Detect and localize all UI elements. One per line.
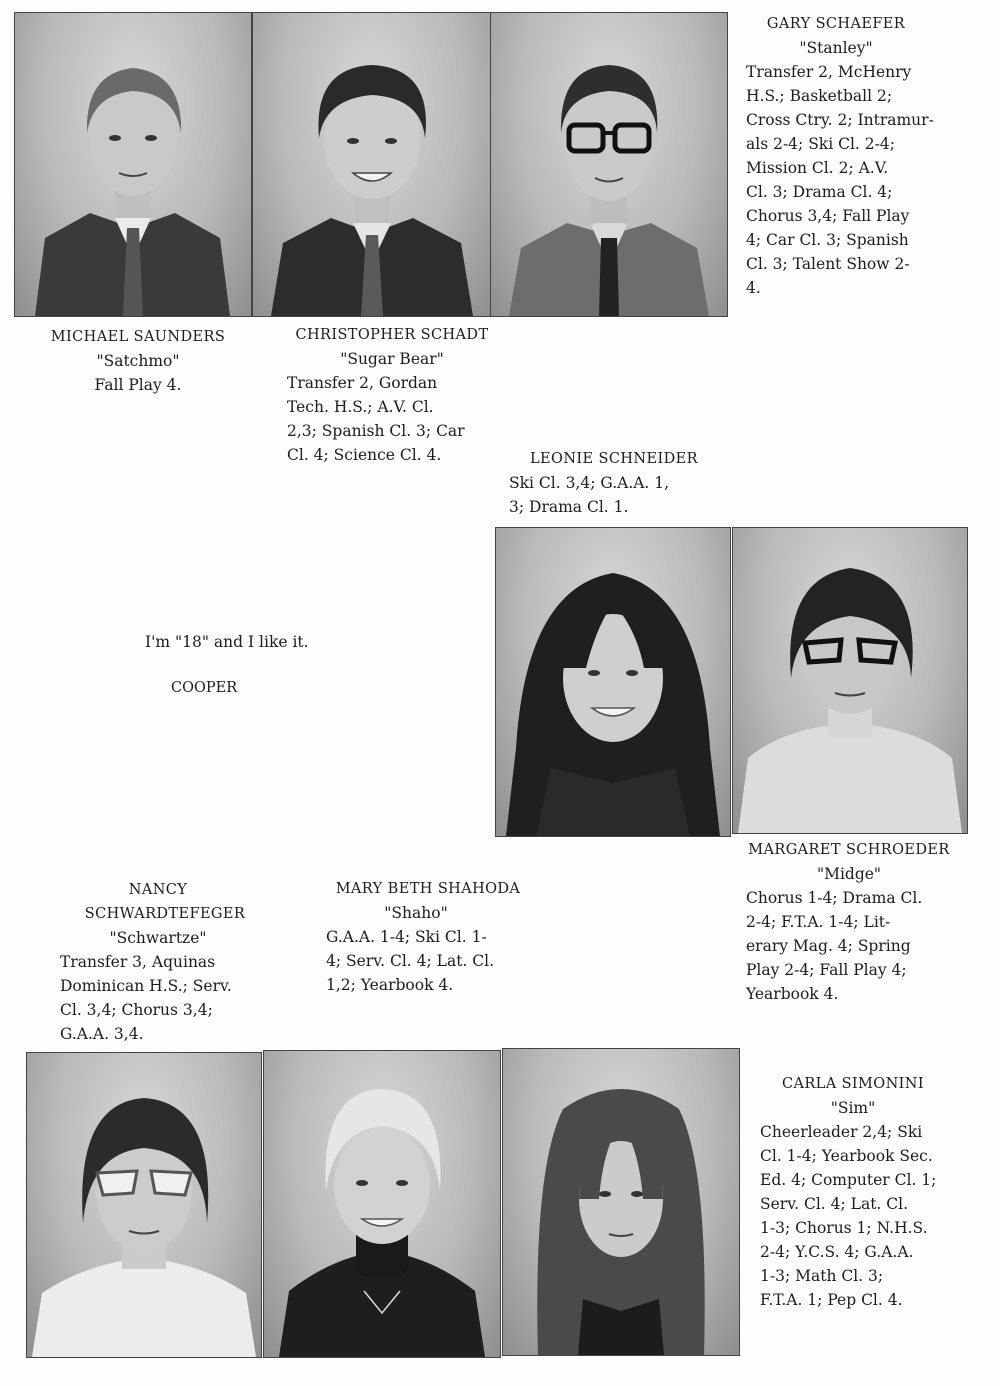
senior-quote	[145, 630, 385, 700]
activity-line: Ski Cl. 3,4; G.A.A. 1,	[509, 474, 670, 492]
activity-line: Transfer 2, McHenry	[746, 63, 912, 81]
christopher-schadt-info	[287, 323, 497, 467]
activity-line: Yearbook 4.	[746, 985, 839, 1003]
activity-line: Chorus 3,4; Fall Play	[746, 207, 910, 225]
student-name-line2: SCHWARDTEFEGER	[84, 906, 246, 922]
student-name: MARY BETH SHAHODA	[335, 881, 521, 897]
student-name: CHRISTOPHER SCHADT	[295, 327, 489, 343]
activity-line: 4; Car Cl. 3; Spanish	[746, 231, 909, 249]
nancy-schwardtefeger-info	[60, 878, 260, 1046]
activity-line: Cl. 3,4; Chorus 3,4;	[60, 1001, 213, 1019]
portrait-gary-schaefer-figure	[491, 13, 727, 316]
student-name-line1: NANCY	[128, 882, 188, 898]
activity-line: 2,3; Spanish Cl. 3; Car	[287, 422, 465, 440]
activity-line: Serv. Cl. 4; Lat. Cl.	[760, 1195, 909, 1213]
portrait-michael-saunders	[14, 12, 252, 317]
portrait-leonie-schneider-figure	[496, 528, 730, 836]
activity-line: Transfer 2, Gordan	[287, 374, 438, 392]
portrait-gary-schaefer	[490, 12, 728, 317]
activity-line: Fall Play 4.	[94, 376, 182, 394]
portrait-carla-simonini	[502, 1048, 740, 1356]
activity-line: Play 2-4; Fall Play 4;	[746, 961, 907, 979]
portrait-mary-beth-shahoda-figure	[264, 1051, 500, 1357]
quote-author: COOPER	[171, 680, 238, 696]
activity-list	[746, 60, 996, 300]
activity-line: Cl. 1-4; Yearbook Sec.	[760, 1147, 933, 1165]
leonie-schneider-info	[509, 447, 729, 519]
margaret-schroeder-info	[746, 838, 996, 1006]
activity-line: 2-4; F.T.A. 1-4; Lit-	[746, 913, 891, 931]
student-nickname: "Midge"	[816, 865, 882, 883]
portrait-christopher-schadt	[252, 12, 492, 317]
activity-line: G.A.A. 3,4.	[60, 1025, 144, 1043]
portrait-margaret-schroeder	[732, 527, 968, 834]
gary-schaefer-info	[746, 12, 996, 300]
student-name: MICHAEL SAUNDERS	[50, 329, 226, 345]
activity-line: 4; Serv. Cl. 4; Lat. Cl.	[326, 952, 495, 970]
portrait-nancy-schwardtefeger-figure	[27, 1053, 261, 1357]
student-nickname: "Schwartze"	[109, 929, 207, 947]
student-nickname: "Satchmo"	[96, 352, 180, 370]
portrait-nancy-schwardtefeger	[26, 1052, 262, 1358]
activity-line: Dominican H.S.; Serv.	[60, 977, 232, 995]
quote-text: I'm "18" and I like it.	[145, 633, 309, 651]
student-nickname: "Sim"	[830, 1099, 876, 1117]
activity-line: Cl. 3; Talent Show 2-	[746, 255, 910, 273]
student-nickname: "Shaho"	[384, 904, 448, 922]
activity-line: Cross Ctry. 2; Intramur-	[746, 111, 934, 129]
activity-line: Transfer 3, Aquinas	[60, 953, 216, 971]
portrait-carla-simonini-figure	[503, 1049, 739, 1355]
student-name: CARLA SIMONINI	[781, 1076, 925, 1092]
activity-line: Cheerleader 2,4; Ski	[760, 1123, 923, 1141]
activity-line: 2-4; Y.C.S. 4; G.A.A.	[760, 1243, 914, 1261]
portrait-mary-beth-shahoda	[263, 1050, 501, 1358]
portrait-michael-saunders-figure	[15, 13, 251, 316]
activity-line: als 2-4; Ski Cl. 2-4;	[746, 135, 895, 153]
activity-line: Tech. H.S.; A.V. Cl.	[287, 398, 434, 416]
activity-line: Cl. 3; Drama Cl. 4;	[746, 183, 893, 201]
activity-line: 1-3; Chorus 1; N.H.S.	[760, 1219, 928, 1237]
student-nickname: "Stanley"	[799, 39, 873, 57]
student-name: GARY SCHAEFER	[766, 16, 906, 32]
activity-line: 1-3; Math Cl. 3;	[760, 1267, 884, 1285]
michael-saunders-info	[30, 325, 246, 397]
activity-line: 1,2; Yearbook 4.	[326, 976, 454, 994]
activity-line: Ed. 4; Computer Cl. 1;	[760, 1171, 937, 1189]
portrait-margaret-schroeder-figure	[733, 528, 967, 833]
activity-line: Mission Cl. 2; A.V.	[746, 159, 889, 177]
activity-line: H.S.; Basketball 2;	[746, 87, 893, 105]
activity-line: erary Mag. 4; Spring	[746, 937, 911, 955]
activity-line: 4.	[746, 279, 761, 297]
carla-simonini-info	[760, 1072, 996, 1312]
portrait-leonie-schneider	[495, 527, 731, 837]
portrait-christopher-schadt-figure	[253, 13, 491, 316]
student-nickname: "Sugar Bear"	[340, 350, 444, 368]
activity-line: 3; Drama Cl. 1.	[509, 498, 629, 516]
activity-line: Cl. 4; Science Cl. 4.	[287, 446, 442, 464]
student-name: LEONIE SCHNEIDER	[530, 451, 698, 467]
activity-line: F.T.A. 1; Pep Cl. 4.	[760, 1291, 903, 1309]
mary-beth-shahoda-info	[326, 877, 546, 997]
activity-line: Chorus 1-4; Drama Cl.	[746, 889, 923, 907]
activity-line: G.A.A. 1-4; Ski Cl. 1-	[326, 928, 487, 946]
student-name: MARGARET SCHROEDER	[748, 842, 950, 858]
